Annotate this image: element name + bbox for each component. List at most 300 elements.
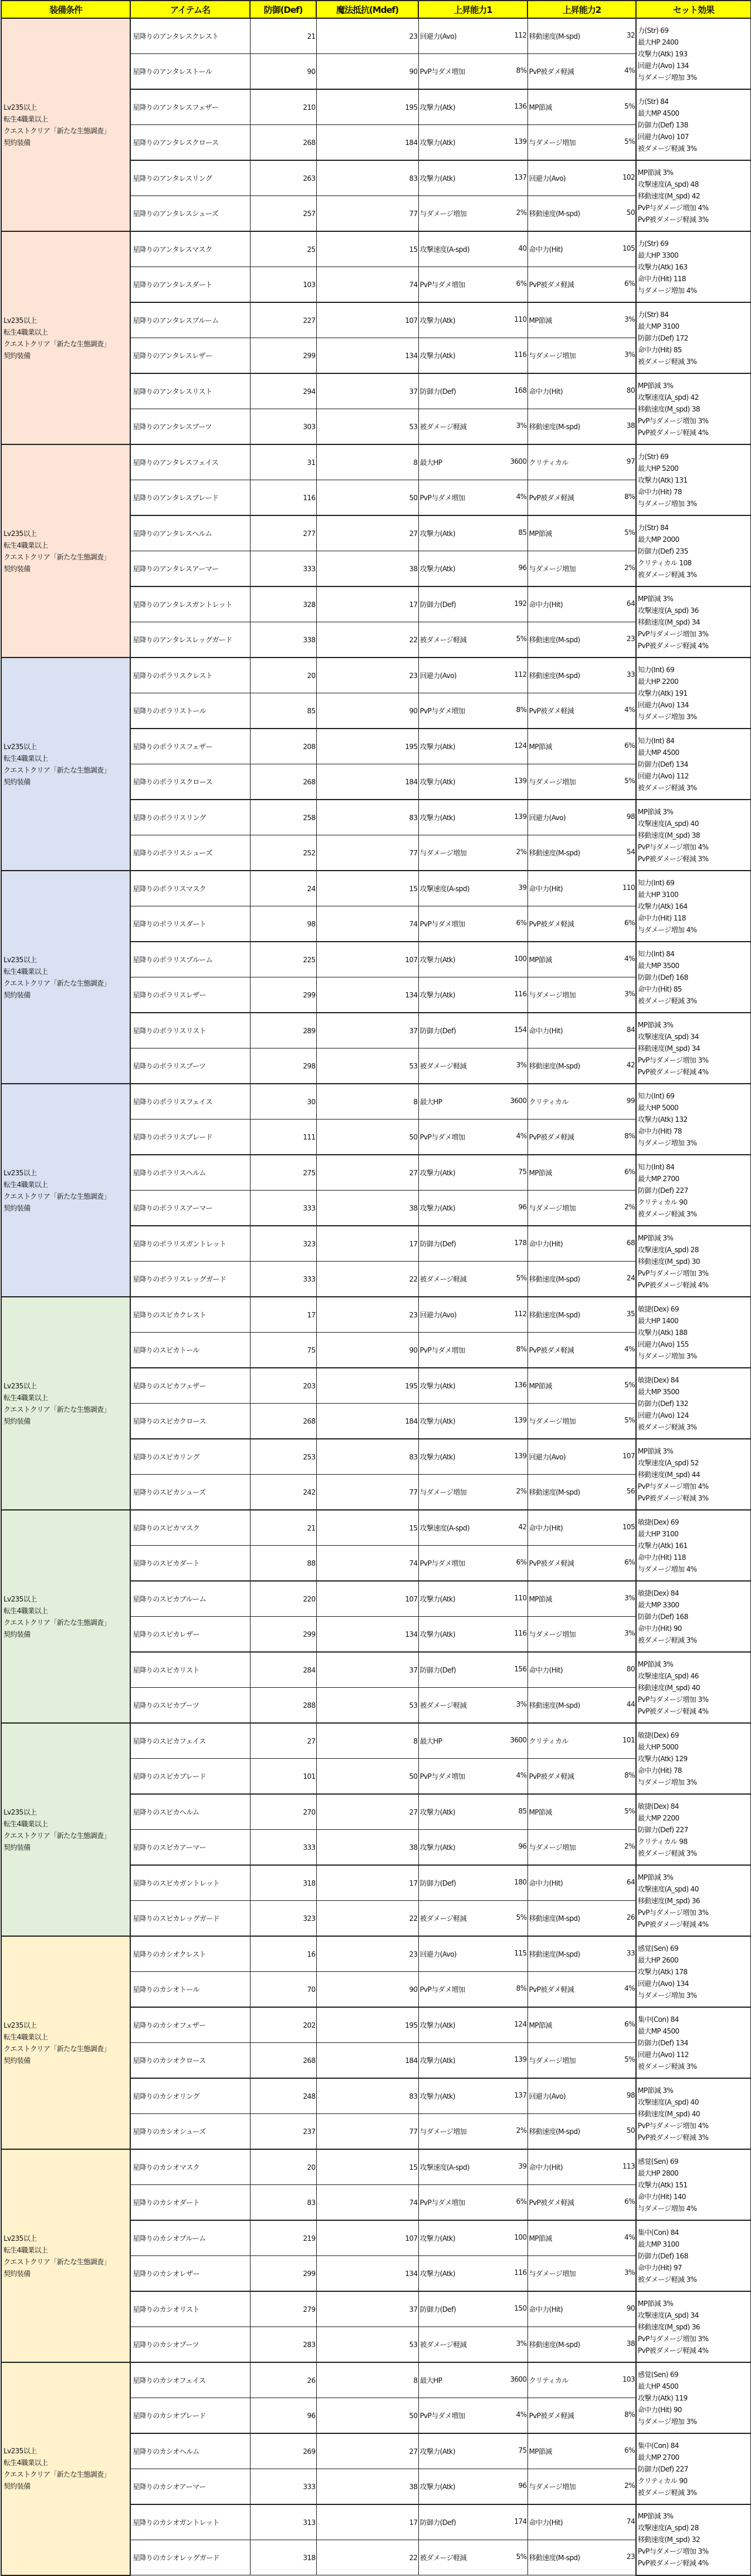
def-value: 299	[250, 1617, 316, 1653]
set-effect-line: 攻撃速度(A_spd) 28	[638, 1245, 699, 1254]
stat2-cell	[527, 2149, 636, 2185]
stat2-cell	[527, 1759, 636, 1795]
header-item-name: アイテム名	[130, 1, 250, 18]
equip-condition-cell	[1, 2362, 130, 2575]
mdef-value: 37	[316, 1013, 418, 1048]
equip-condition-cell	[1, 1084, 130, 1297]
condition-line: 転生4職業以上	[4, 1180, 48, 1189]
stat2-cell	[527, 1191, 636, 1226]
set-effect-cell	[636, 1084, 751, 1155]
set-effect-line: 被ダメージ軽減 3%	[638, 570, 697, 579]
set-effect-line: 最大HP 5200	[638, 464, 679, 473]
set-effect-line: 攻撃力(Atk) 132	[638, 1115, 688, 1124]
set-effect-cell	[636, 871, 751, 942]
mdef-value: 83	[316, 1439, 418, 1475]
stat1-label: 与ダメージ増加	[420, 849, 467, 857]
stat1-label: 防御力(Def)	[420, 2305, 456, 2314]
condition-line: クエストクリア「新たな生態調査」	[4, 2470, 110, 2479]
def-value: 248	[250, 2078, 316, 2114]
condition-line: クエストクリア「新たな生態調査」	[4, 979, 110, 987]
mdef-value: 107	[316, 942, 418, 977]
stat2-label: 命中力(Hit)	[529, 2305, 563, 2314]
stat2-cell	[527, 231, 636, 267]
item-name: 星降りのスピカレザー	[130, 1617, 250, 1653]
def-value: 88	[250, 1546, 316, 1582]
stat1-cell	[418, 871, 527, 906]
condition-line: 契約装備	[4, 2056, 31, 2065]
mdef-value: 50	[316, 1120, 418, 1155]
stat1-cell	[418, 2007, 527, 2043]
set-effect-line: MP節減 3%	[638, 1873, 674, 1882]
stat2-label: MP節減	[529, 103, 552, 112]
item-name: 星降りのスピカブルーム	[130, 1581, 250, 1617]
item-name: 星降りのポラリスマスク	[130, 871, 250, 906]
equip-condition-cell	[1, 18, 130, 231]
condition-line: 契約装備	[4, 351, 31, 360]
mdef-value: 77	[316, 1475, 418, 1510]
item-name: 星降りのアンタレスクレスト	[130, 18, 250, 54]
set-effect-line: PvP被ダメージ軽減 3%	[638, 1493, 709, 1502]
item-name: 星降りのスピカヘルム	[130, 1794, 250, 1830]
stat2-cell	[527, 1404, 636, 1439]
def-value: 31	[250, 444, 316, 480]
condition-line: Lv235以上	[4, 742, 37, 751]
def-value: 252	[250, 835, 316, 871]
stat2-cell	[527, 800, 636, 835]
stat1-cell	[418, 1688, 527, 1724]
def-value: 289	[250, 1013, 316, 1048]
equip-condition-cell	[1, 231, 130, 444]
stat2-cell	[527, 2043, 636, 2079]
stat1-cell	[418, 2540, 527, 2575]
stat1-label: 攻撃速度(A-spd)	[420, 245, 470, 254]
stat2-cell	[527, 658, 636, 693]
stat1-label: 防御力(Def)	[420, 2518, 456, 2527]
stat1-cell	[418, 693, 527, 729]
mdef-value: 23	[316, 1936, 418, 1972]
set-effect-line: PvP被ダメージ軽減 4%	[638, 1280, 709, 1289]
stat2-label: 命中力(Hit)	[529, 1240, 563, 1248]
stat2-value: 38	[626, 2339, 635, 2348]
set-effect-line: 被ダメージ軽減 3%	[638, 1422, 697, 1431]
stat1-label: 攻撃力(Atk)	[420, 956, 455, 964]
set-effect-line: 敏捷(Dex) 84	[638, 1589, 679, 1597]
stat1-label: 防御力(Def)	[420, 1240, 456, 1248]
def-value: 257	[250, 196, 316, 232]
item-name: 星降りのアンタレスアーマー	[130, 551, 250, 587]
stat1-cell	[418, 1404, 527, 1439]
stat2-value: 4%	[624, 955, 635, 963]
item-name: 星降りのアンタレスリング	[130, 160, 250, 196]
stat1-value: 124	[514, 2020, 527, 2028]
stat2-label: クリティカル	[529, 458, 569, 467]
stat1-cell	[418, 515, 527, 551]
stat1-cell	[418, 2433, 527, 2469]
stat2-label: 与ダメージ増加	[529, 2056, 576, 2065]
stat1-value: 136	[514, 1381, 527, 1389]
set-effect-cell	[636, 800, 751, 871]
item-name: 星降りのスピカブレード	[130, 1759, 250, 1795]
condition-line: 契約装備	[4, 2269, 31, 2278]
stat1-label: 攻撃力(Atk)	[420, 1843, 455, 1852]
item-name: 星降りのスピカフェザー	[130, 1368, 250, 1404]
stat2-label: 与ダメージ増加	[529, 1204, 576, 1212]
stat2-label: 回避力(Avo)	[529, 814, 566, 822]
set-effect-line: MP節減 3%	[638, 594, 674, 603]
set-effect-line: 最大HP 1400	[638, 1316, 679, 1325]
stat2-label: PvP被ダメ軽減	[529, 1133, 574, 1141]
set-effect-line: 防御力(Def) 227	[638, 1825, 688, 1834]
stat2-cell	[527, 1652, 636, 1688]
stat2-label: 移動速度(M-spd)	[529, 2341, 580, 2349]
def-value: 96	[250, 2398, 316, 2434]
set-effect-line: 命中力(Hit) 78	[638, 487, 682, 496]
item-name: 星降りのカシオアーマー	[130, 2469, 250, 2505]
stat1-label: 被ダメージ軽減	[420, 1701, 467, 1710]
set-effect-line: PvP被ダメージ軽減 4%	[638, 1920, 709, 1928]
stat1-value: 116	[514, 990, 527, 998]
set-effect-line: 防御力(Def) 134	[638, 760, 688, 768]
set-effect-line: 防御力(Def) 168	[638, 1612, 688, 1621]
set-effect-cell	[636, 2362, 751, 2433]
stat1-value: 75	[518, 2446, 527, 2454]
item-name: 星降りのポラリスフェイス	[130, 1084, 250, 1120]
set-effect-line: 被ダメージ軽減 3%	[638, 144, 697, 153]
item-name: 星降りのポラリスブルーム	[130, 942, 250, 977]
stat1-value: 3600	[510, 1736, 527, 1744]
stat2-cell	[527, 89, 636, 125]
stat1-value: 5%	[516, 1274, 527, 1282]
stat1-value: 96	[518, 1203, 527, 1211]
condition-line: Lv235以上	[4, 2021, 37, 2029]
set-effect-cell	[636, 373, 751, 444]
set-effect-line: 回避力(Avo) 112	[638, 771, 689, 780]
stat1-value: 112	[514, 670, 527, 679]
set-effect-line: MP節減 3%	[638, 1660, 674, 1668]
mdef-value: 195	[316, 89, 418, 125]
set-effect-line: 最大MP 3100	[638, 2240, 679, 2248]
stat1-value: 3%	[516, 2339, 527, 2348]
stat1-cell	[418, 1226, 527, 1262]
mdef-value: 74	[316, 2185, 418, 2221]
stat1-value: 154	[514, 1026, 527, 1034]
def-value: 284	[250, 1652, 316, 1688]
def-value: 203	[250, 1368, 316, 1404]
item-name: 星降りのカシオシューズ	[130, 2114, 250, 2150]
stat1-label: 被ダメージ軽減	[420, 636, 467, 644]
stat2-value: 8%	[624, 2410, 635, 2419]
stat2-label: MP節減	[529, 530, 552, 538]
stat1-cell	[418, 1333, 527, 1368]
stat2-label: 命中力(Hit)	[529, 1524, 563, 1532]
stat2-label: 命中力(Hit)	[529, 2518, 563, 2527]
stat1-value: 3600	[510, 457, 527, 466]
def-value: 26	[250, 2362, 316, 2398]
stat2-value: 6%	[624, 1558, 635, 1566]
stat2-cell	[527, 196, 636, 232]
table-row	[1, 1084, 751, 1120]
def-value: 263	[250, 160, 316, 196]
stat2-value: 23	[626, 2553, 635, 2561]
def-value: 85	[250, 693, 316, 729]
condition-line: クエストクリア「新たな生態調査」	[4, 2257, 110, 2266]
mdef-value: 195	[316, 729, 418, 764]
mdef-value: 38	[316, 1191, 418, 1226]
item-name: 星降りのポラリスレッグガード	[130, 1262, 250, 1297]
stat1-cell	[418, 2185, 527, 2221]
item-name: 星降りのポラリスアーマー	[130, 1191, 250, 1226]
set-effect-cell	[636, 2504, 751, 2575]
mdef-value: 38	[316, 1830, 418, 1866]
stat2-label: PvP被ダメ軽減	[529, 494, 574, 502]
stat2-value: 99	[626, 1097, 635, 1105]
set-effect-line: 攻撃速度(A_spd) 40	[638, 819, 699, 828]
mdef-value: 184	[316, 2043, 418, 2079]
stat2-value: 4%	[624, 1345, 635, 1353]
set-effect-cell	[636, 2291, 751, 2362]
set-effect-line: 攻撃速度(A_spd) 40	[638, 2098, 699, 2106]
stat1-cell	[418, 1262, 527, 1297]
stat1-cell	[418, 444, 527, 480]
set-effect-line: 最大HP 4500	[638, 2382, 679, 2390]
stat1-label: 被ダメージ軽減	[420, 423, 467, 431]
stat2-cell	[527, 18, 636, 54]
stat1-cell	[418, 2220, 527, 2256]
stat1-cell	[418, 338, 527, 374]
mdef-value: 17	[316, 586, 418, 622]
condition-line: 転生4職業以上	[4, 114, 48, 123]
def-value: 333	[250, 2469, 316, 2505]
stat2-label: 命中力(Hit)	[529, 2163, 563, 2172]
stat2-label: 移動速度(M-spd)	[529, 32, 580, 41]
condition-line: クエストクリア「新たな生態調査」	[4, 1405, 110, 1414]
set-effect-line: クリティカル 98	[638, 1837, 688, 1846]
stat1-cell	[418, 835, 527, 871]
stat1-cell	[418, 1120, 527, 1155]
stat2-cell	[527, 1226, 636, 1262]
set-effect-line: 与ダメージ増加 3%	[638, 1991, 697, 2000]
stat2-cell	[527, 1830, 636, 1866]
def-value: 225	[250, 942, 316, 977]
stat1-cell	[418, 1901, 527, 1937]
mdef-value: 17	[316, 1226, 418, 1262]
set-effect-line: 最大HP 2600	[638, 1955, 679, 1964]
stat1-cell	[418, 125, 527, 161]
condition-line: Lv235以上	[4, 529, 37, 538]
set-effect-line: PvP与ダメージ増加 3%	[638, 1056, 709, 1064]
stat2-value: 33	[626, 1949, 635, 1957]
stat1-value: 139	[514, 1416, 527, 1424]
stat2-value: 107	[622, 1452, 635, 1460]
stat1-value: 112	[514, 1310, 527, 1318]
stat1-label: 防御力(Def)	[420, 387, 456, 396]
def-value: 323	[250, 1901, 316, 1937]
mdef-value: 90	[316, 693, 418, 729]
mdef-value: 50	[316, 2398, 418, 2434]
stat1-label: 最大HP	[420, 2376, 442, 2385]
set-effect-line: 命中力(Hit) 85	[638, 984, 682, 993]
set-effect-line: 防御力(Def) 168	[638, 2251, 688, 2260]
stat1-label: PvP与ダメ増加	[420, 707, 465, 715]
equip-condition-cell	[1, 1936, 130, 2149]
stat1-cell	[418, 2504, 527, 2540]
stat1-cell	[418, 1581, 527, 1617]
item-name: 星降りのアンタレスシューズ	[130, 196, 250, 232]
stat2-value: 3%	[624, 315, 635, 323]
mdef-value: 15	[316, 231, 418, 267]
stat1-label: PvP与ダメ増加	[420, 1346, 465, 1354]
set-effect-line: 攻撃力(Atk) 193	[638, 49, 688, 58]
set-effect-line: PvP被ダメージ軽減 3%	[638, 854, 709, 863]
equip-condition-cell	[1, 444, 130, 658]
stat1-cell	[418, 2043, 527, 2079]
stat2-cell	[527, 1475, 636, 1510]
item-name: 星降りのポラリスクレスト	[130, 658, 250, 693]
header-mdef: 魔法抵抗(Mdef)	[316, 1, 418, 18]
stat1-label: 被ダメージ軽減	[420, 1275, 467, 1283]
mdef-value: 77	[316, 196, 418, 232]
stat2-cell	[527, 1581, 636, 1617]
def-value: 299	[250, 338, 316, 374]
item-name: 星降りのカシオトール	[130, 1972, 250, 2008]
stat2-cell	[527, 2469, 636, 2505]
item-name: 星降りのアンタレスフェイス	[130, 444, 250, 480]
item-name: 星降りのカシオダート	[130, 2185, 250, 2221]
mdef-value: 50	[316, 1759, 418, 1795]
set-effect-line: 攻撃力(Atk) 191	[638, 689, 688, 697]
stat2-cell	[527, 1723, 636, 1759]
mdef-value: 22	[316, 1262, 418, 1297]
stat2-label: 移動速度(M-spd)	[529, 423, 580, 431]
set-effect-line: 移動速度(M_spd) 30	[638, 1257, 700, 1266]
set-effect-line: PvP被ダメージ軽減 4%	[638, 1707, 709, 1715]
mdef-value: 134	[316, 977, 418, 1013]
set-effect-line: 攻撃速度(A_spd) 36	[638, 606, 699, 615]
stat2-value: 50	[626, 208, 635, 217]
mdef-value: 90	[316, 54, 418, 90]
stat2-value: 74	[626, 2517, 635, 2526]
stat2-value: 68	[626, 1239, 635, 1247]
stat1-label: 攻撃力(Atk)	[420, 174, 455, 183]
set-effect-line: 最大MP 4500	[638, 2027, 679, 2035]
stat1-value: 3600	[510, 2375, 527, 2383]
set-effect-line: 回避力(Avo) 155	[638, 1340, 689, 1348]
stat2-label: 与ダメージ増加	[529, 991, 576, 999]
set-effect-cell	[636, 1368, 751, 1439]
def-value: 83	[250, 2185, 316, 2221]
mdef-value: 83	[316, 160, 418, 196]
set-effect-line: 命中力(Hit) 78	[638, 1127, 682, 1135]
stat1-value: 6%	[516, 279, 527, 288]
table-row	[1, 18, 751, 54]
def-value: 270	[250, 1794, 316, 1830]
stat1-cell	[418, 54, 527, 90]
set-effect-line: PvP与ダメージ増加 4%	[638, 203, 709, 212]
stat2-label: クリティカル	[529, 2376, 569, 2385]
item-name: 星降りのアンタレスヘルム	[130, 515, 250, 551]
stat1-label: 攻撃力(Atk)	[420, 2021, 455, 2029]
stat2-cell	[527, 942, 636, 977]
set-effect-line: 防御力(Def) 168	[638, 973, 688, 982]
set-effect-cell	[636, 1226, 751, 1297]
item-name: 星降りのスピカガントレット	[130, 1865, 250, 1901]
stat2-value: 6%	[624, 2197, 635, 2206]
equip-condition-cell	[1, 1510, 130, 1723]
stat2-cell	[527, 2433, 636, 2469]
mdef-value: 107	[316, 2220, 418, 2256]
item-name: 星降りのカシオガントレット	[130, 2504, 250, 2540]
stat2-label: 命中力(Hit)	[529, 1666, 563, 1674]
def-value: 90	[250, 54, 316, 90]
def-value: 208	[250, 729, 316, 764]
set-effect-line: 最大MP 2200	[638, 1813, 679, 1822]
set-effect-line: PvP与ダメージ増加 3%	[638, 416, 709, 425]
stat1-label: 攻撃力(Atk)	[420, 1453, 455, 1461]
condition-line: 転生4職業以上	[4, 328, 48, 336]
stat2-value: 56	[626, 1487, 635, 1495]
item-name: 星降りのカシオレザー	[130, 2256, 250, 2292]
set-effect-cell	[636, 729, 751, 800]
def-value: 294	[250, 373, 316, 409]
item-name: 星降りのポラリスガントレット	[130, 1226, 250, 1262]
stat2-value: 101	[622, 1736, 635, 1744]
stat1-value: 174	[514, 2517, 527, 2526]
condition-line: クエストクリア「新たな生態調査」	[4, 552, 110, 561]
set-effect-line: PvP被ダメージ軽減 3%	[638, 2133, 709, 2142]
stat2-value: 35	[626, 1310, 635, 1318]
mdef-value: 38	[316, 2469, 418, 2505]
stat1-label: 被ダメージ軽減	[420, 2554, 467, 2562]
stat2-value: 5%	[624, 528, 635, 537]
stat2-value: 97	[626, 457, 635, 466]
set-effect-line: 与ダメージ増加 3%	[638, 1778, 697, 1786]
def-value: 16	[250, 1936, 316, 1972]
set-effect-cell	[636, 1865, 751, 1936]
set-effect-cell	[636, 444, 751, 515]
stat2-value: 42	[626, 1061, 635, 1069]
stat1-label: PvP与ダメ増加	[420, 1133, 465, 1141]
set-effect-line: 攻撃力(Atk) 164	[638, 902, 688, 911]
stat2-cell	[527, 2362, 636, 2398]
set-effect-line: 回避力(Avo) 124	[638, 1411, 689, 1420]
stat1-label: 被ダメージ軽減	[420, 2341, 467, 2349]
item-name: 星降りのアンタレスレッグガード	[130, 622, 250, 658]
stat1-label: 攻撃力(Atk)	[420, 103, 455, 112]
def-value: 318	[250, 1865, 316, 1901]
set-effect-line: 攻撃速度(A_spd) 28	[638, 2524, 699, 2533]
stat1-label: 攻撃速度(A-spd)	[420, 1524, 470, 1532]
header-set-effect: セット効果	[636, 1, 751, 18]
set-effect-line: 最大HP 3100	[638, 890, 679, 899]
stat1-value: 137	[514, 173, 527, 181]
stat1-value: 39	[518, 2162, 527, 2170]
def-value: 21	[250, 18, 316, 54]
set-effect-line: 最大HP 3300	[638, 251, 679, 259]
stat1-cell	[418, 764, 527, 800]
stat1-cell	[418, 1830, 527, 1866]
table-row	[1, 2362, 751, 2398]
stat2-label: MP節減	[529, 2447, 552, 2456]
stat2-label: PvP被ダメ軽減	[529, 281, 574, 289]
stat1-label: 与ダメージ増加	[420, 1488, 467, 1496]
stat2-value: 8%	[624, 1771, 635, 1779]
stat2-label: MP節減	[529, 1382, 552, 1390]
stat1-value: 100	[514, 955, 527, 963]
stat1-value: 139	[514, 2055, 527, 2064]
stat1-value: 5%	[516, 1913, 527, 1921]
stat2-label: 移動速度(M-spd)	[529, 2127, 580, 2136]
stat2-label: 移動速度(M-spd)	[529, 210, 580, 218]
